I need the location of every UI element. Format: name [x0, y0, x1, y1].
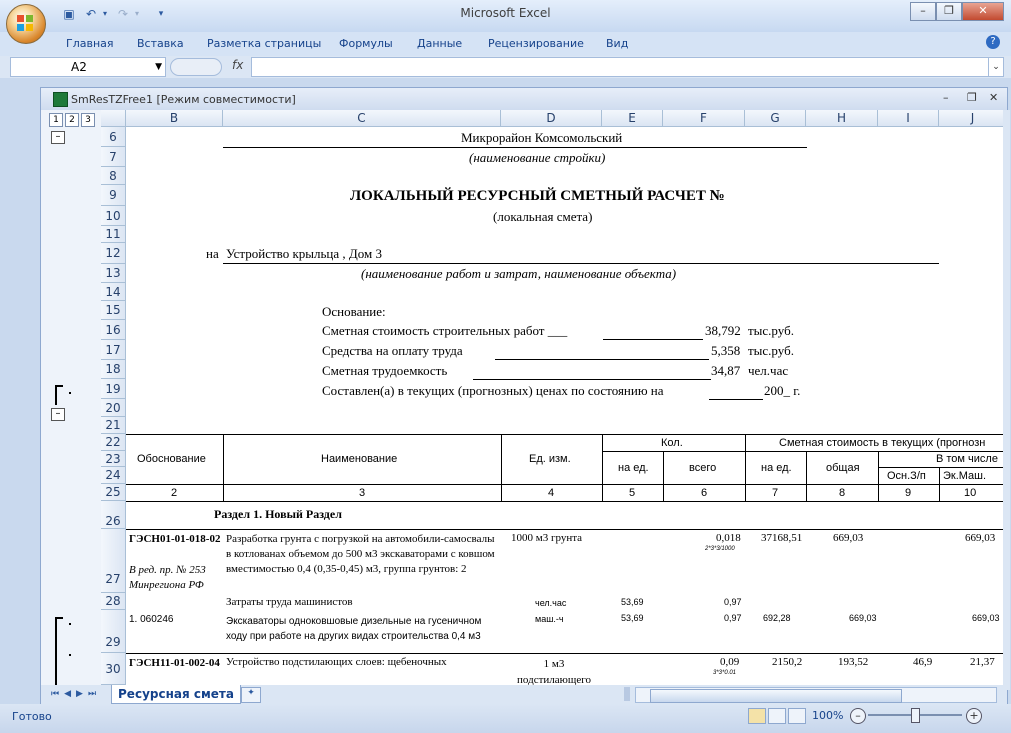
item-cost-total: 669,03: [833, 532, 864, 544]
row-header[interactable]: 23: [101, 451, 126, 467]
compiled-year: 200_ г.: [764, 383, 801, 398]
sheet-tab-bar: [41, 685, 1007, 705]
item-unit: 1000 м3 грунта: [511, 532, 583, 544]
zoom-slider-thumb[interactable]: [911, 708, 920, 723]
status-ready: Готово: [12, 710, 52, 723]
item-note: В ред. пр. № 253 Минрегиона РФ: [129, 564, 206, 591]
zoom-out-icon[interactable]: –: [850, 708, 866, 724]
header-incl: В том числе: [936, 453, 998, 465]
redo-icon[interactable]: ↷: [117, 7, 129, 21]
item-unit: чел.час: [535, 598, 567, 608]
wages-value: 5,358: [711, 343, 741, 358]
item-cost-per: 2150,2: [772, 656, 803, 668]
normal-view-icon[interactable]: [748, 708, 766, 724]
item-qty-per: 53,69: [621, 597, 644, 607]
tab-insert[interactable]: Вставка: [137, 37, 184, 50]
outline-dot: [69, 392, 71, 394]
spreadsheet-grid[interactable]: [41, 110, 1007, 685]
header-qty-per: на ед.: [618, 462, 649, 474]
table-border: [126, 484, 1007, 485]
row-header[interactable]: 13: [101, 264, 126, 283]
header-basis: Обоснование: [137, 453, 206, 465]
outline-level-3-button[interactable]: 3: [81, 113, 95, 127]
row-header[interactable]: 8: [101, 167, 126, 185]
item-qty-total: 0,09: [720, 656, 740, 668]
for-label: на: [206, 246, 219, 261]
item-cost-per: 692,28: [763, 613, 791, 623]
outline-dot: [69, 654, 71, 656]
column-header-h[interactable]: H: [806, 110, 878, 127]
district-name: Микрорайон Комсомольский: [461, 130, 623, 145]
row-header[interactable]: 9: [101, 185, 126, 206]
name-box-value: A2: [71, 60, 87, 74]
header-num: 8: [839, 487, 846, 499]
expand-formula-bar-button[interactable]: ⌄: [988, 57, 1004, 77]
tab-home[interactable]: Главная: [66, 37, 114, 50]
row-header[interactable]: 17: [101, 340, 126, 360]
cost-label: Сметная стоимость строительных работ ___: [322, 323, 568, 338]
redo-dropdown-icon[interactable]: ▾: [134, 9, 139, 18]
row-header[interactable]: 24: [101, 467, 126, 484]
underline: [495, 359, 709, 360]
header-num: 3: [359, 487, 366, 499]
column-header-i[interactable]: I: [878, 110, 939, 127]
item-qty-total: 0,018: [716, 532, 741, 544]
row-header[interactable]: 10: [101, 206, 126, 226]
labor-value: 34,87: [711, 363, 741, 378]
district-caption: (наименование стройки): [469, 150, 606, 165]
horizontal-scroll-thumb[interactable]: [650, 689, 902, 703]
item-name: Разработка грунта с погрузкой на автомобили-самосвалы в котлованах объемом до 500 м3 экскаваторами с ковшом вместимостью 0,4 (0,35-0,45) м3, группа грунтов: 2: [226, 533, 495, 575]
table-border: [126, 653, 1007, 654]
formula-bar-splitter[interactable]: [170, 58, 222, 76]
item-cost-total: 669,03: [849, 613, 877, 623]
basis-label: Основание:: [322, 304, 386, 319]
row-header[interactable]: 29: [101, 610, 126, 653]
item-name: Затраты труда машинистов: [226, 596, 353, 608]
item-code: ГЭСН11-01-002-04: [129, 657, 220, 669]
row-header[interactable]: 7: [101, 147, 126, 167]
item-qty-per: 53,69: [621, 613, 644, 623]
item-formula: 2*3*3/1000: [705, 546, 735, 552]
table-border: [663, 451, 664, 501]
help-icon[interactable]: ?: [986, 35, 1000, 49]
workbook-minimize-button[interactable]: –: [943, 91, 949, 104]
header-num: 4: [548, 487, 555, 499]
sheet-nav-arrows-icon[interactable]: ⏮◀▶⏭: [51, 689, 102, 699]
object-caption: (наименование работ и затрат, наименование объекта): [361, 266, 677, 281]
outline-dot: [69, 623, 71, 625]
insert-function-button[interactable]: fx: [232, 58, 244, 72]
row-header[interactable]: 22: [101, 434, 126, 451]
item-unit: 1 м3 подстилающего: [517, 658, 591, 685]
header-cost: Сметная стоимость в текущих (прогнозн: [779, 437, 986, 449]
outline-bar: [41, 110, 102, 685]
header-name: Наименование: [321, 453, 398, 465]
insert-sheet-icon[interactable]: ✦: [241, 687, 261, 703]
header-machine: Эк.Маш.: [943, 470, 987, 482]
labor-label: Сметная трудоемкость: [322, 363, 448, 378]
row-header[interactable]: 26: [101, 501, 126, 529]
app-title: Microsoft Excel: [460, 6, 551, 20]
item-machine: 669,03: [965, 532, 996, 544]
row-header[interactable]: 11: [101, 226, 126, 243]
header-num: 6: [701, 487, 708, 499]
row-header[interactable]: 16: [101, 320, 126, 340]
item-machine: 669,03: [972, 613, 1000, 623]
item-qty-total: 0,97: [724, 613, 742, 623]
section-title: Раздел 1. Новый Раздел: [214, 507, 342, 521]
table-border: [878, 467, 1007, 468]
document-subtitle: (локальная смета): [493, 209, 593, 224]
document-title: ЛОКАЛЬНЫЙ РЕСУРСНЫЙ СМЕТНЫЙ РАСЧЕТ №: [350, 188, 725, 204]
collapse-group-icon[interactable]: –: [51, 131, 65, 144]
formula-input[interactable]: [251, 57, 989, 77]
item-base-wage: 46,9: [913, 656, 933, 668]
underline: [473, 379, 711, 380]
workbook-restore-button[interactable]: ❐: [967, 91, 977, 104]
item-name: Устройство подстилающих слоев: щебеночных: [226, 656, 447, 668]
sheet-tab-resources[interactable]: Ресурсная смета: [111, 685, 241, 704]
tab-split-handle[interactable]: [624, 687, 630, 701]
ribbon-tabs: [0, 32, 1011, 56]
underline: [223, 147, 807, 148]
table-border: [501, 434, 502, 501]
zoom-in-icon[interactable]: +: [966, 708, 982, 724]
row-header[interactable]: 15: [101, 301, 126, 320]
header-num: 9: [905, 487, 912, 499]
row-header[interactable]: 20: [101, 399, 126, 417]
chevron-down-icon[interactable]: ▼: [155, 62, 162, 72]
cost-value: 38,792: [705, 323, 741, 338]
outline-level-2-button[interactable]: 2: [65, 113, 79, 127]
row-header[interactable]: 14: [101, 283, 126, 301]
underline: [603, 339, 703, 340]
outline-bracket: [55, 617, 63, 685]
item-cost-per: 37168,51: [761, 532, 803, 544]
minimize-button[interactable]: –: [910, 2, 936, 21]
header-num: 5: [629, 487, 636, 499]
formula-bar: [0, 56, 1011, 79]
collapse-group-icon[interactable]: –: [51, 408, 65, 421]
table-border: [806, 451, 807, 501]
header-unit: Ед. изм.: [529, 453, 571, 465]
table-border: [126, 501, 1007, 502]
page-layout-view-icon[interactable]: [768, 708, 786, 724]
column-header-d[interactable]: D: [501, 110, 602, 127]
row-header[interactable]: 27: [101, 529, 126, 593]
column-header-b[interactable]: B: [126, 110, 223, 127]
outline-bracket: [55, 385, 63, 405]
item-formula: 3*3*0.01: [713, 670, 737, 676]
undo-dropdown-icon[interactable]: ▾: [102, 9, 107, 18]
tab-view[interactable]: Вид: [606, 37, 629, 50]
item-machine: 21,37: [970, 656, 995, 668]
table-border: [126, 529, 1007, 530]
workbook-title: SmResTZFree1 [Режим совместимости]: [71, 93, 296, 106]
table-border: [126, 434, 1007, 435]
header-qty-total: всего: [689, 462, 717, 474]
column-header-e[interactable]: E: [602, 110, 663, 127]
workbook-window: [40, 87, 1008, 706]
wages-unit: тыс.руб.: [748, 343, 794, 358]
header-qty: Кол.: [661, 437, 683, 449]
title-bar: [0, 0, 1011, 33]
outline-level-1-button[interactable]: 1: [49, 113, 63, 127]
header-num: 2: [171, 487, 178, 499]
row-header[interactable]: 21: [101, 417, 126, 434]
customize-qat-icon[interactable]: ▾: [158, 9, 164, 19]
table-border: [223, 434, 224, 501]
tab-page-layout[interactable]: Разметка страницы: [207, 37, 322, 50]
item-cost-total: 193,52: [838, 656, 869, 668]
column-header-c[interactable]: C: [223, 110, 501, 127]
name-box[interactable]: [10, 57, 166, 77]
select-all-corner[interactable]: [101, 110, 126, 127]
status-bar: [0, 704, 1011, 733]
column-header-f[interactable]: F: [663, 110, 745, 127]
row-header[interactable]: 30: [101, 653, 126, 685]
header-num: 7: [772, 487, 779, 499]
column-header-g[interactable]: G: [745, 110, 806, 127]
table-border: [939, 467, 940, 501]
undo-icon[interactable]: ↶: [85, 7, 97, 21]
row-header[interactable]: 25: [101, 484, 126, 501]
underline: [709, 399, 763, 400]
row-header[interactable]: 28: [101, 593, 126, 610]
item-code: ГЭСН01-01-018-02: [129, 533, 221, 545]
item-name: Экскаваторы одноковшовые дизельные на гусеничном ходу при работе на других видах строительства 0,4 м3: [226, 616, 482, 642]
table-border: [878, 451, 879, 501]
excel-file-icon: [53, 92, 68, 107]
header-num: 10: [964, 487, 977, 499]
labor-unit: чел.час: [748, 363, 789, 378]
table-border: [602, 434, 603, 501]
item-unit: маш.-ч: [535, 614, 564, 624]
zoom-level[interactable]: 100%: [812, 709, 844, 722]
vertical-scrollbar[interactable]: [1003, 110, 1010, 690]
tab-review[interactable]: Рецензирование: [488, 37, 584, 50]
column-header-j[interactable]: J: [939, 110, 1007, 127]
table-border: [745, 434, 746, 501]
horizontal-scrollbar[interactable]: [635, 687, 997, 703]
restore-button[interactable]: ❐: [936, 2, 962, 21]
row-header[interactable]: 19: [101, 379, 126, 399]
header-base-wage: Осн.З/п: [887, 470, 926, 482]
tab-data[interactable]: Данные: [417, 37, 463, 50]
office-logo-icon: [15, 13, 35, 33]
item-qty-total: 0,97: [724, 597, 742, 607]
wages-label: Средства на оплату труда: [322, 343, 463, 358]
row-header[interactable]: 6: [101, 127, 126, 147]
header-cost-per: на ед.: [761, 462, 792, 474]
save-icon[interactable]: ▣: [63, 7, 75, 21]
item-code: 1. 060246: [129, 614, 174, 625]
header-cost-total: общая: [826, 462, 860, 474]
row-header[interactable]: 18: [101, 360, 126, 379]
workbook-close-button[interactable]: ✕: [989, 91, 999, 104]
workbook-title-bar: [41, 88, 1007, 110]
underline: [223, 263, 939, 264]
object-name: Устройство крыльца , Дом 3: [226, 246, 382, 261]
close-button[interactable]: ✕: [962, 2, 1004, 21]
row-header[interactable]: 12: [101, 243, 126, 264]
compiled-label: Составлен(а) в текущих (прогнозных) ценах по состоянию на: [322, 383, 664, 398]
tab-formulas[interactable]: Формулы: [339, 37, 393, 50]
page-break-view-icon[interactable]: [788, 708, 806, 724]
cost-unit: тыс.руб.: [748, 323, 794, 338]
